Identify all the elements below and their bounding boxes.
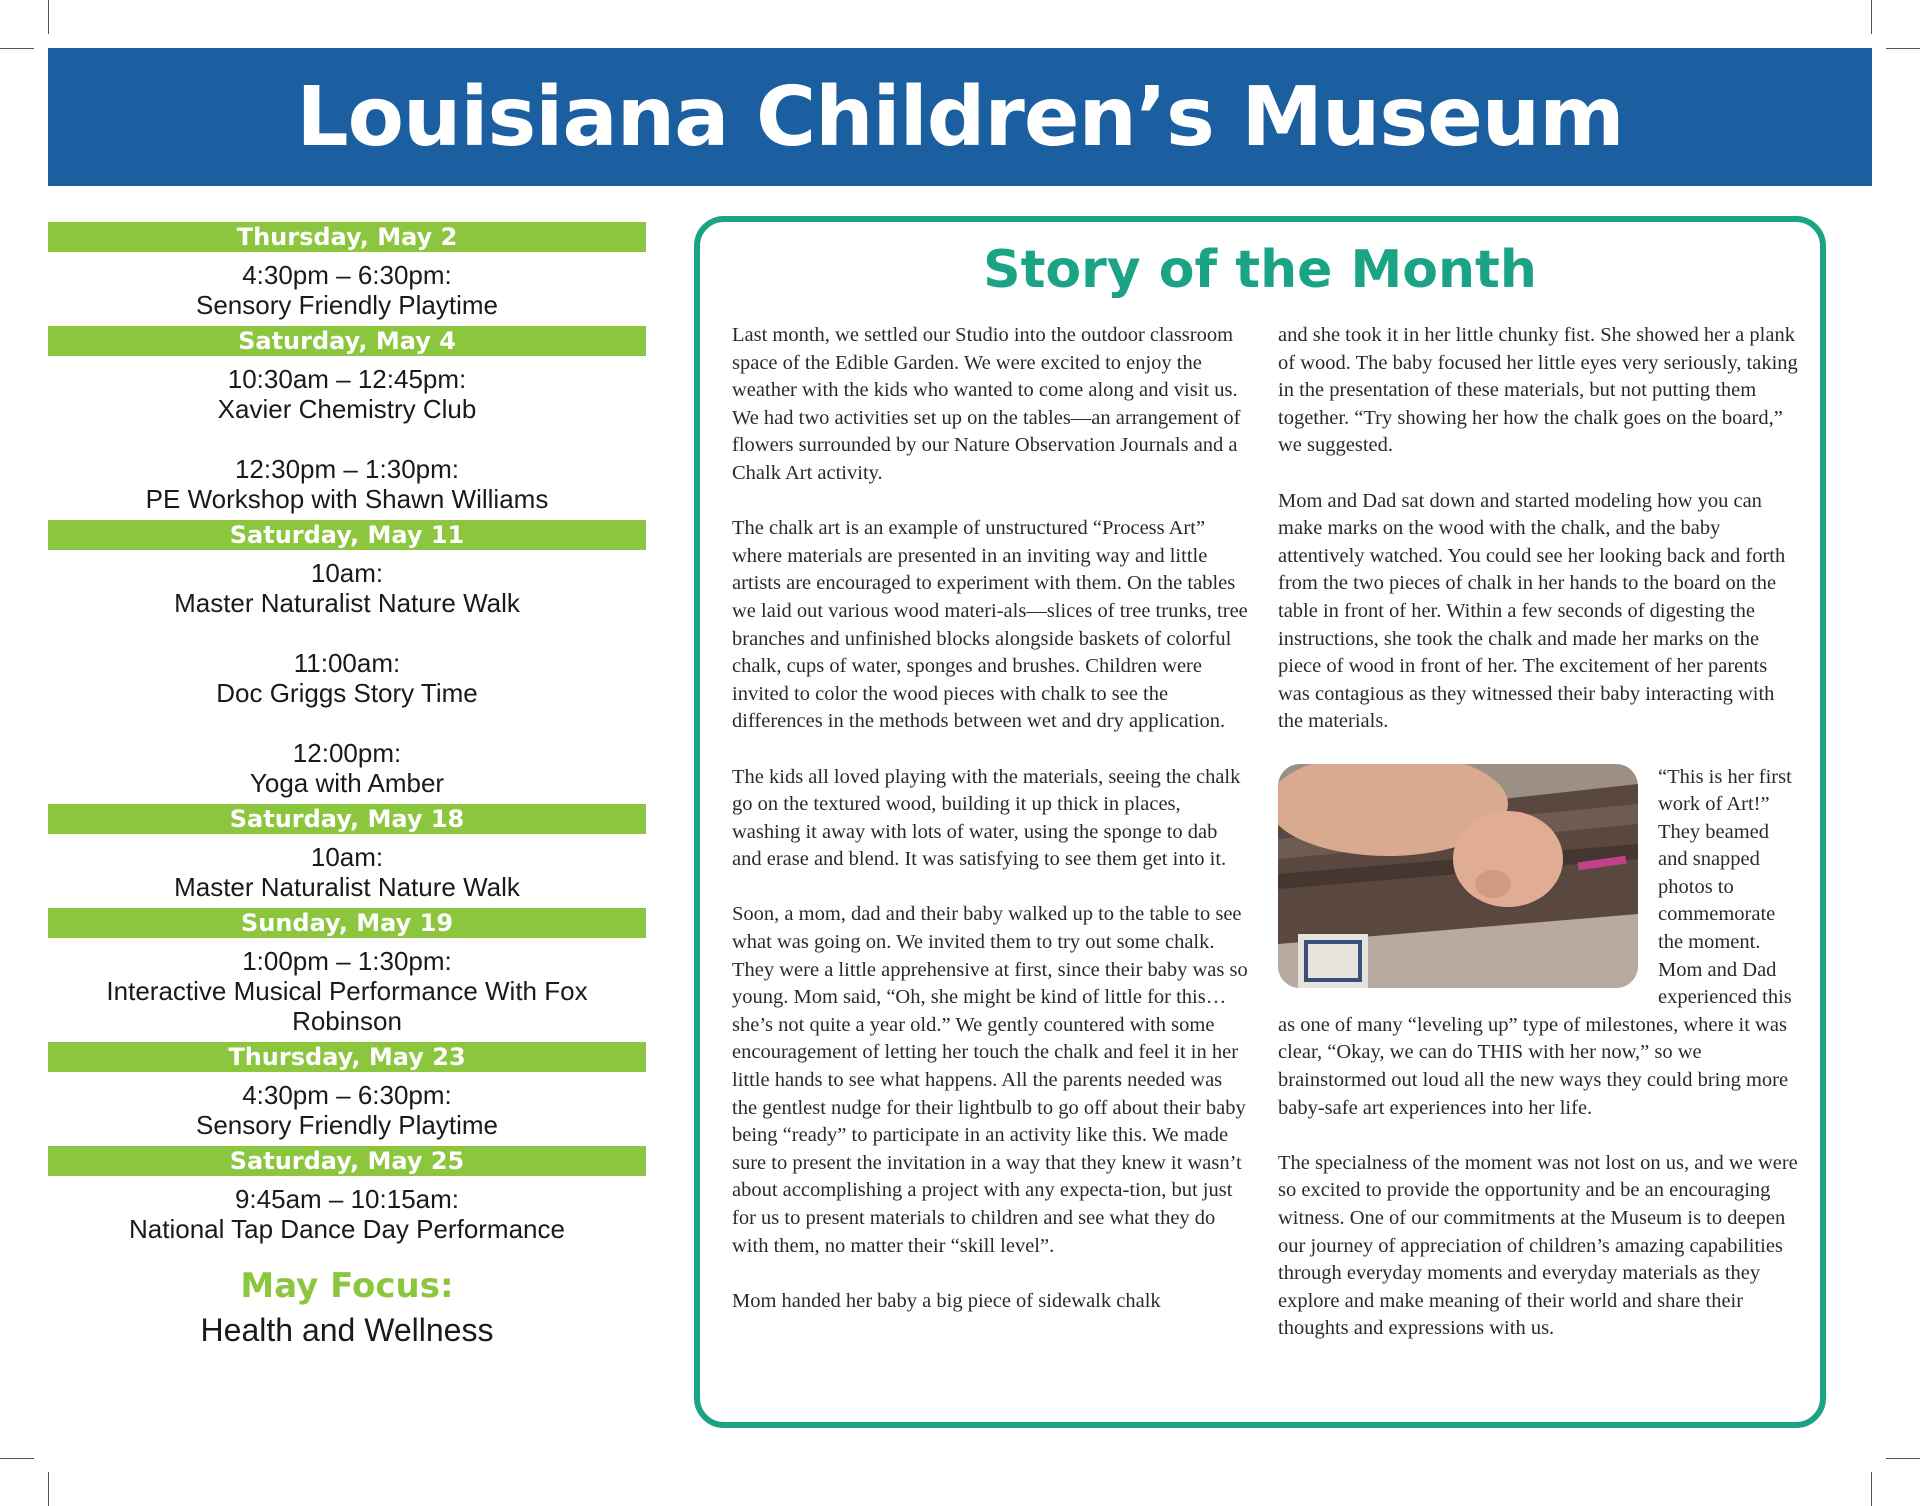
event-name: Xavier Chemistry Club (217, 394, 477, 424)
event-item (48, 946, 646, 1036)
event-item (48, 260, 646, 320)
crop-mark (1871, 0, 1872, 34)
event-schedule (48, 222, 646, 1349)
day-header: Sunday, May 19 (48, 908, 646, 938)
event-group (48, 356, 646, 520)
story-paragraph: Mom and Dad sat down and started modeling how you can make marks on the wood with the chalk, and the baby attentively watched. You could see her looking back and forth from the two pieces of chalk in her hands to the board on the table in front of her. Within a few seconds of digesting the instructions, she took the chalk and made her marks on the piece of wood in front of her. The excitement of her parents was contagious as they witnessed their baby interacting with the materials. (1278, 489, 1786, 733)
event-time: 1:00pm – 1:30pm: (242, 946, 452, 976)
event-name: Doc Griggs Story Time (216, 678, 478, 708)
event-name: Interactive Musical Performance With Fox Robinson (106, 976, 588, 1036)
story-paragraph: Last month, we settled our Studio into the outdoor classroom space of the Edible Garden. We were excited to enjoy the weather with the kids who wanted to come along and visit us. We had two activities set up on the tables—an arrangement of flowers surrounded by our Nature Observation Journals and a Chalk Art activity. (732, 324, 1241, 484)
crop-mark (1886, 48, 1920, 49)
event-name: Master Naturalist Nature Walk (174, 872, 520, 902)
event-time: 9:45am – 10:15am: (234, 1184, 460, 1214)
event-item (48, 364, 646, 424)
event-item (48, 738, 646, 798)
day-header: Saturday, May 25 (48, 1146, 646, 1176)
story-column-right (1278, 322, 1798, 1371)
event-item (48, 558, 646, 618)
story-paragraph: and she took it in her little chunky fist. She showed her a plank of wood. The baby focused her little eyes very seriously, taking in the presentation of these materials, but not putting them together. “Try showing her how the chalk goes on the board,” we suggested. (1278, 324, 1798, 457)
day-header: Thursday, May 2 (48, 222, 646, 252)
event-name: PE Workshop with Shawn Williams (145, 484, 549, 514)
event-item (48, 1080, 646, 1140)
event-time: 4:30pm – 6:30pm: (242, 1080, 452, 1110)
event-time: 11:00am: (293, 648, 401, 678)
event-time: 4:30pm – 6:30pm: (242, 260, 452, 290)
event-name: Master Naturalist Nature Walk (174, 588, 520, 618)
day-header: Saturday, May 11 (48, 520, 646, 550)
day-header: Thursday, May 23 (48, 1042, 646, 1072)
story-paragraph: The kids all loved playing with the materials, seeing the chalk go on the textured wood, building it up thick in places, washing it away with lots of water, using the sponge to dab and erase and blend. It was satisfying to see them get into it. (732, 765, 1241, 871)
event-item (48, 648, 646, 708)
focus-title: May Focus: (240, 1266, 454, 1306)
event-time: 10am: (310, 558, 384, 588)
event-group (48, 1176, 646, 1250)
event-group (48, 1072, 646, 1146)
story-paragraph: Soon, a mom, dad and their baby walked up to the table to see what was going on. We invited them to try out some chalk. They were a little apprehensive at first, since their baby was so young. Mom said, “Oh, she might be kind of little for this…she’s not quite a year old.” We gently countered with some encouragement of letting her touch the chalk and feel it in her little hands to see what happens. All the parents needed was the gentlest nudge for their lightbulb to go off about their baby being “ready” to participate in an activity like this. We made sure to present the invitation in a way that they knew it wasn’t about accomplishing a project with any expecta-tion, but just for us to present materials to children and see what they do with them, no matter their “skill level”. (732, 903, 1248, 1257)
crop-mark (48, 1472, 49, 1506)
story-paragraph: The specialness of the moment was not lost on us, and we were so excited to provide the opportunity and be an encouraging witness. One of our commitments at the Museum is to deepen our journey of appreciation of children’s amazing capabilities through everyday moments and everyday materials as they explore and make meaning of their world and share their thoughts and expressions with us. (1278, 1151, 1798, 1340)
story-paragraph: The chalk art is an example of unstructured “Process Art” where materials are presented in an inviting way and little artists are encouraged to experiment with them. On the tables we laid out various wood materi-als—slices of tree trunks, tree branches and unfinished blocks alongside baskets of colorful chalk, cups of water, sponges and brushes. Children were invited to color the wood pieces with chalk to see the differences in the methods between wet and dry application. (732, 517, 1248, 733)
event-name: Sensory Friendly Playtime (196, 290, 498, 320)
header-banner (48, 48, 1872, 186)
event-name: Yoga with Amber (249, 768, 445, 798)
event-item (48, 1184, 646, 1244)
page-title: Louisiana Children’s Museum (296, 69, 1624, 165)
event-time: 10am: (310, 842, 384, 872)
crop-mark (0, 1458, 34, 1459)
story-panel (694, 216, 1826, 1428)
event-time: 12:30pm – 1:30pm: (234, 454, 460, 484)
focus-value: Health and Wellness (200, 1312, 494, 1348)
story-photo (1278, 764, 1638, 988)
event-group (48, 252, 646, 326)
event-group (48, 834, 646, 908)
story-column-left (732, 322, 1252, 1343)
event-item (48, 454, 646, 514)
event-group (48, 550, 646, 804)
event-name: National Tap Dance Day Performance (129, 1214, 565, 1244)
event-item (48, 842, 646, 902)
event-name: Sensory Friendly Playtime (196, 1110, 498, 1140)
crop-mark (0, 48, 34, 49)
event-group (48, 938, 646, 1042)
story-paragraph: Mom handed her baby a big piece of sidewalk chalk (732, 1289, 1161, 1312)
event-time: 10:30am – 12:45pm: (227, 364, 467, 394)
day-header: Saturday, May 18 (48, 804, 646, 834)
day-header: Saturday, May 4 (48, 326, 646, 356)
story-title: Story of the Month (983, 240, 1537, 300)
story-paragraph: “This is her first work of Art!” They beamed and snapped photos to commemorate the moment. Mom and Dad experienced this as one of many “leveling up” type of milestones, where it was clear, “Okay, we can do THIS with her now,” so we brainstormed out loud all the new ways they could bring more baby-safe art experiences into her life. (1278, 764, 1798, 1123)
event-time: 12:00pm: (292, 738, 402, 768)
crop-mark (1871, 1472, 1872, 1506)
crop-mark (1886, 1458, 1920, 1459)
crop-mark (48, 0, 49, 34)
